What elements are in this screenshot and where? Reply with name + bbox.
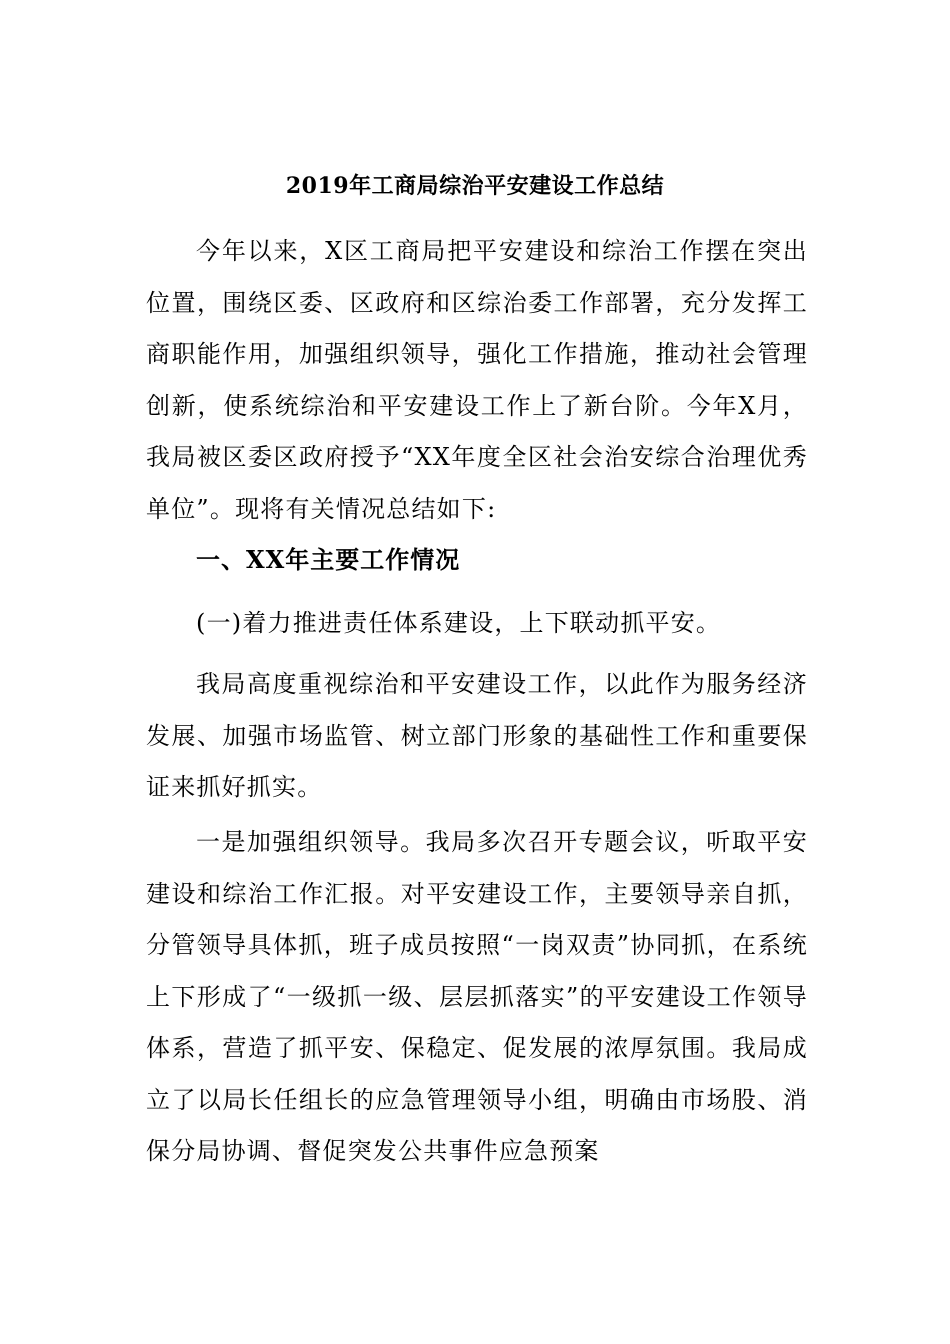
- section-heading: 一、XX年主要工作情况: [196, 545, 461, 574]
- intro-paragraph: 今年以来，X区工商局把平安建设和综治工作摆在突出位置，围绕区委、区政府和区综治委工作部署，充分发挥工商职能作用，加强组织领导，强化工作措施，推动社会管理创新，使系统综治和平安建设工作上了新台阶。今年X月，我局被区委区政府授予“XX年度全区社会治安综合治理优秀单位”。现将有关情况总结如下:: [146, 237, 808, 523]
- document-title: 2019年工商局综治平安建设工作总结: [285, 173, 665, 199]
- body-paragraph: 一是加强组织领导。我局多次召开专题会议，听取平安建设和综治工作汇报。对平安建设工作，主要领导亲自抓，分管领导具体抓，班子成员按照“一岗双责”协同抓，在系统上下形成了“一级抓一级、层层抓落实”的平安建设工作领导体系，营造了抓平安、保稳定、促发展的浓厚氛围。我局成立了以局长任组长的应急管理领导小组，明确由市场股、消保分局协调、督促突发公共事件应急预案: [146, 828, 808, 1165]
- subsection-heading: (一)着力推进责任体系建设，上下联动抓平安。: [196, 609, 722, 637]
- body-paragraph: 我局高度重视综治和平安建设工作，以此作为服务经济发展、加强市场监管、树立部门形象的基础性工作和重要保证来抓好抓实。: [146, 670, 808, 801]
